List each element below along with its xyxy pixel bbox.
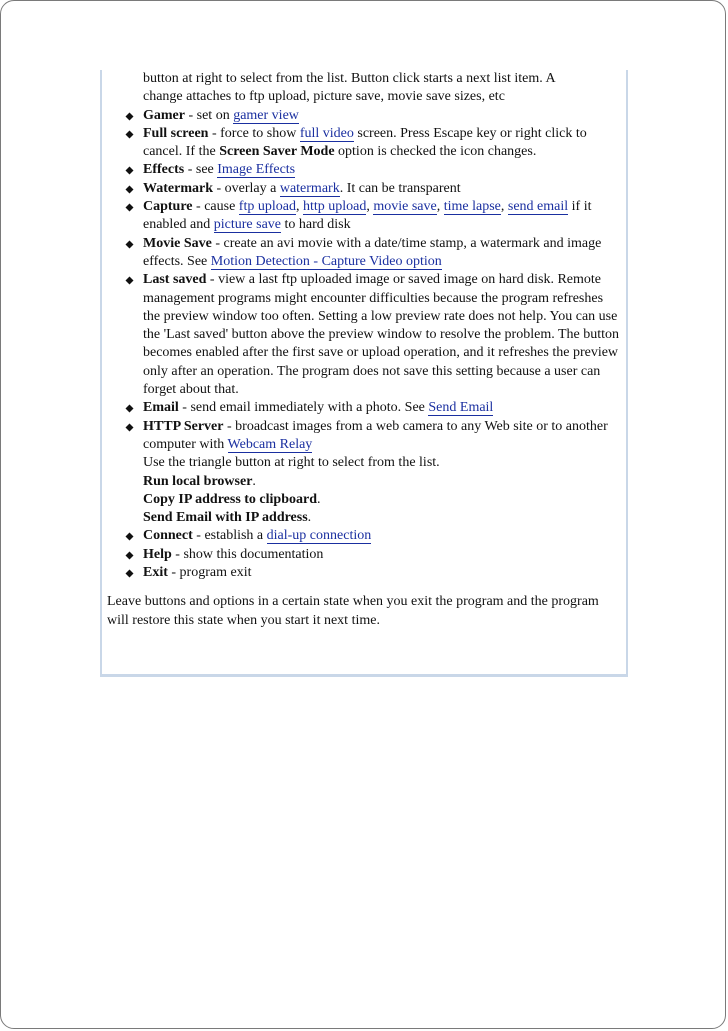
item-term: Exit xyxy=(143,565,168,581)
screen-saver-mode-label: Screen Saver Mode xyxy=(219,144,335,160)
diamond-bullet-icon xyxy=(125,240,134,249)
item-term: Full screen xyxy=(143,125,209,141)
item-term: Email xyxy=(143,400,179,416)
list-item-gamer: Gamer - set on gamer view xyxy=(107,107,622,125)
link-dial-up-connection[interactable]: dial-up connection xyxy=(266,528,372,544)
list-item-exit: Exit - program exit xyxy=(107,564,622,582)
http-server-note: Use the triangle button at right to select from the list. xyxy=(143,455,440,471)
intro-continuation xyxy=(107,70,622,107)
link-image-effects[interactable]: Image Effects xyxy=(217,162,296,178)
link-ftp-upload[interactable]: ftp upload xyxy=(238,199,296,215)
diamond-bullet-icon xyxy=(125,130,134,139)
diamond-bullet-icon xyxy=(125,185,134,194)
sub-option-send-email-ip: Send Email with IP address. xyxy=(143,510,312,526)
diamond-bullet-icon xyxy=(125,532,134,541)
item-term: Help xyxy=(143,546,172,562)
link-full-video[interactable]: full video xyxy=(299,125,354,141)
item-term: Effects xyxy=(143,162,185,178)
diamond-bullet-icon xyxy=(125,276,134,285)
intro-line-1: button at right to select from the list. Button click starts a next list item. A xyxy=(143,71,556,86)
link-gamer-view[interactable]: gamer view xyxy=(233,107,299,123)
feature-list xyxy=(107,107,622,583)
diamond-bullet-icon xyxy=(125,166,134,175)
list-item-email: Email - send email immediately with a photo. See Send Email xyxy=(107,399,622,417)
diamond-bullet-icon xyxy=(125,203,134,212)
link-http-upload[interactable]: http upload xyxy=(302,199,367,215)
list-item-last-saved: Last saved - view a last ftp uploaded image or saved image on hard disk. Remote management programs might encounter difficulties because the program refreshes the preview window too often. Setting a low preview rate does not help. You can use the 'Last saved' button above the preview window to resolve the problem. The button becomes enabled after the first save or upload operation, and it refreshes the preview only after an operation. The program does not save this setting because a user can forget about that. xyxy=(107,271,622,399)
diamond-bullet-icon xyxy=(125,404,134,413)
link-send-email[interactable]: send email xyxy=(507,199,569,215)
list-item-connect: Connect - establish a dial-up connection xyxy=(107,527,622,545)
list-item-effects: Effects - see Image Effects xyxy=(107,161,622,179)
diamond-bullet-icon xyxy=(125,423,134,432)
link-time-lapse[interactable]: time lapse xyxy=(443,199,501,215)
list-item-http-server: HTTP Server - broadcast images from a web camera to any Web site or to another computer with Webcam Relay Use the triangle button at right to select from the list. Run local browser. Copy IP address to clipboard. Send Email with IP address. xyxy=(107,418,622,528)
list-item-full-screen: Full screen - force to show full video screen. Press Escape key or right click to cancel. If the Screen Saver Mode option is checked the icon changes. xyxy=(107,125,622,162)
item-term: Watermark xyxy=(143,180,213,196)
list-item-capture: Capture - cause ftp upload, http upload, movie save, time lapse, send email if it enabled and picture save to hard disk xyxy=(107,198,622,235)
closing-paragraph: Leave buttons and options in a certain state when you exit the program and the program will restore this state when you start it next time. xyxy=(107,594,599,628)
diamond-bullet-icon xyxy=(125,569,134,578)
list-item-watermark: Watermark - overlay a watermark. It can be transparent xyxy=(107,180,622,198)
link-send-email-doc[interactable]: Send Email xyxy=(428,400,494,416)
item-term: Movie Save xyxy=(143,235,212,251)
sub-option-run-local-browser: Run local browser. xyxy=(143,473,256,489)
item-term: Capture xyxy=(143,199,193,215)
link-webcam-relay[interactable]: Webcam Relay xyxy=(227,436,313,452)
list-item-movie-save: Movie Save - create an avi movie with a date/time stamp, a watermark and image effects. See Motion Detection - Capture Video option xyxy=(107,235,622,272)
link-picture-save[interactable]: picture save xyxy=(213,217,281,233)
item-term: Connect xyxy=(143,528,193,544)
item-term: Last saved xyxy=(143,272,207,288)
link-motion-detection[interactable]: Motion Detection - Capture Video option xyxy=(210,253,442,269)
sub-option-copy-ip: Copy IP address to clipboard. xyxy=(143,491,321,507)
diamond-bullet-icon xyxy=(125,551,134,560)
item-term: HTTP Server xyxy=(143,418,224,434)
list-item-help: Help - show this documentation xyxy=(107,546,622,564)
link-movie-save[interactable]: movie save xyxy=(373,199,437,215)
item-term: Gamer xyxy=(143,107,185,123)
intro-line-2: change attaches to ftp upload, picture save, movie save sizes, etc xyxy=(143,89,505,105)
document-body xyxy=(107,70,622,644)
diamond-bullet-icon xyxy=(125,112,134,121)
link-watermark[interactable]: watermark xyxy=(279,180,340,196)
